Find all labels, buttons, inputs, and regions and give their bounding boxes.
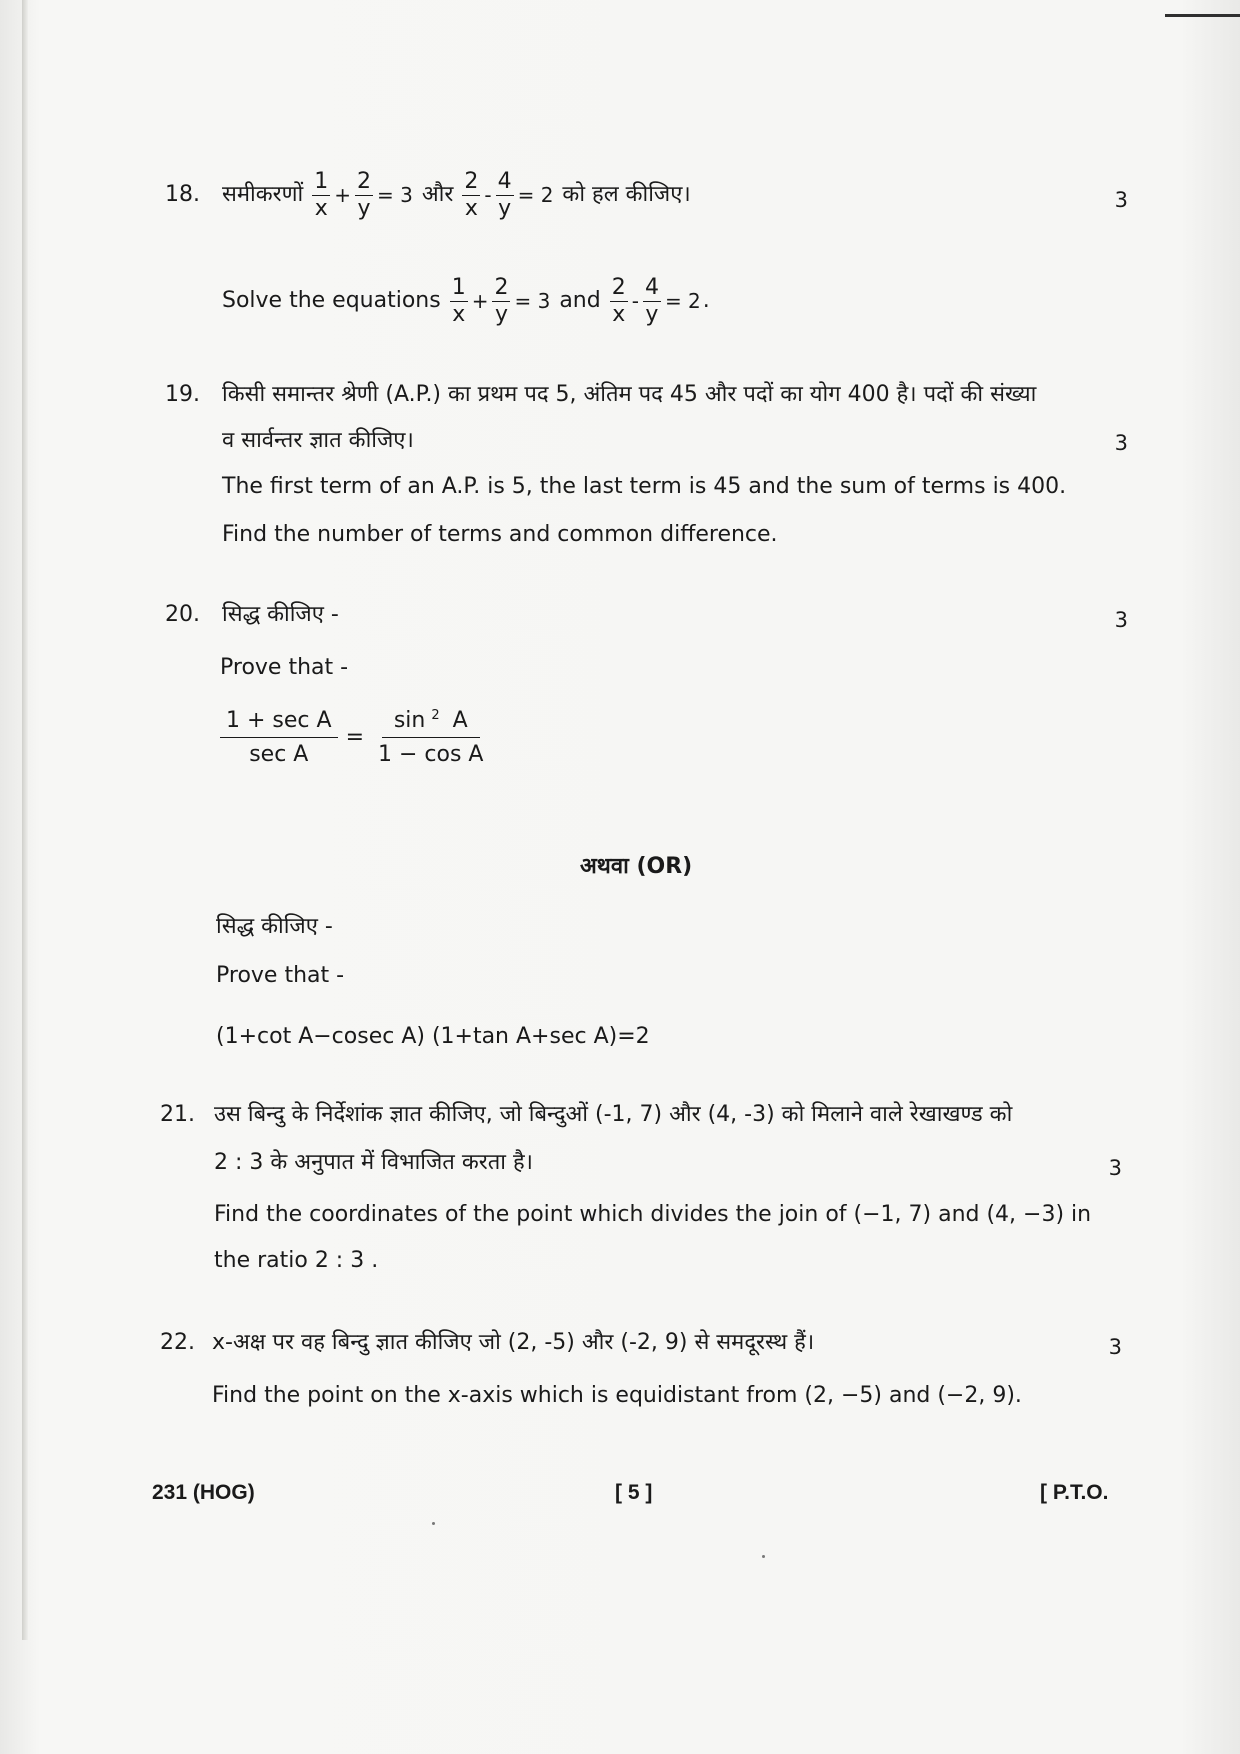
- q20-lhs-fraction: 1 + sec A sec A: [220, 708, 338, 767]
- paper-top-edge: [1165, 14, 1240, 17]
- q18-hi-frac-4-over-y: $\frac{4}{y}$: [497, 168, 512, 221]
- question-21-hindi-line-1: उस बिन्दु के निर्देशांक ज्ञात कीजिए, जो बिन्दुओं (-1, 7) और (4, -3) को मिलाने वाले रेखाखण्ड को: [214, 1102, 1013, 1127]
- question-19-english-line-2: Find the number of terms and common difference.: [222, 522, 778, 547]
- question-20-number: 20.: [165, 602, 200, 627]
- question-19-number: 19.: [165, 382, 200, 407]
- q18-en-frac-2-over-x: $\frac{2}{x}$: [611, 274, 626, 327]
- scan-speck: [762, 1555, 765, 1558]
- question-18-hindi: समीकरणों $\frac{1}{x}$ + $\frac{2}{y}$ = 3 और $\frac{2}{x}$ - $\frac{4}{y}$ = 2 को हल कीजिए।: [222, 168, 691, 221]
- q18-english-prefix: Solve the equations: [222, 288, 441, 313]
- question-21-marks: 3: [1108, 1156, 1122, 1180]
- question-20-alt-identity: (1+cot A−cosec A) (1+tan A+sec A)=2: [216, 1024, 650, 1049]
- question-18-marks: 3: [1114, 188, 1128, 212]
- question-21-english-line-2: the ratio 2 : 3 .: [214, 1248, 379, 1273]
- q18-en-frac-2-over-y: $\frac{2}{y}$: [494, 274, 509, 327]
- footer-paper-code: 231 (HOG): [152, 1481, 255, 1504]
- question-22-number: 22.: [160, 1330, 195, 1355]
- q18-en-frac-4-over-y: $\frac{4}{y}$: [644, 274, 659, 327]
- q20-rhs-fraction: $\frac{\sin ^2 A}{\text{1 − cos A}}$: [378, 708, 484, 768]
- q18-hindi-prefix: समीकरणों: [222, 182, 304, 207]
- question-22-marks: 3: [1108, 1335, 1122, 1359]
- question-20-english-prove: Prove that -: [220, 655, 349, 680]
- question-20-identity: 1 + sec A sec A = $\frac{\sin ^2 A}{\text{1 − cos A}}$: [220, 708, 489, 767]
- question-19-hindi-line-2: व सार्वन्तर ज्ञात कीजिए।: [222, 428, 414, 453]
- question-22-hindi-line-1: x-अक्ष पर वह बिन्दु ज्ञात कीजिए जो (2, -5) और (-2, 9) से समदूरस्थ हैं।: [212, 1330, 815, 1355]
- question-20-alt-english-prove: Prove that -: [216, 963, 345, 988]
- or-separator: अथवा (OR): [580, 854, 693, 879]
- question-21-english-line-1: Find the coordinates of the point which divides the join of (−1, 7) and (4, −3) in: [214, 1202, 1092, 1227]
- q18-hi-frac-1-over-x: $\frac{1}{x}$: [314, 168, 329, 221]
- question-20-hindi-prove: सिद्ध कीजिए -: [222, 602, 339, 627]
- question-20-marks: 3: [1114, 608, 1128, 632]
- question-21-number: 21.: [160, 1102, 195, 1127]
- footer-page-number: [ 5 ]: [615, 1481, 653, 1504]
- paper-left-edge: [22, 0, 28, 1640]
- q18-english-and: and: [559, 288, 601, 313]
- question-19-marks: 3: [1114, 431, 1128, 455]
- question-18-number: 18.: [165, 182, 200, 207]
- question-20-alt-hindi-prove: सिद्ध कीजिए -: [216, 914, 333, 939]
- question-19-english-line-1: The first term of an A.P. is 5, the last term is 45 and the sum of terms is 400.: [222, 474, 1067, 499]
- question-22-english-line-1: Find the point on the x-axis which is equidistant from (2, −5) and (−2, 9).: [212, 1383, 1022, 1408]
- q18-hi-frac-2-over-x: $\frac{2}{x}$: [464, 168, 479, 221]
- question-18-english: Solve the equations $\frac{1}{x}$ + $\frac{2}{y}$ = 3 and $\frac{2}{x}$ - $\frac{4}{y}$ = 2.: [222, 274, 710, 327]
- q18-hindi-suffix: को हल कीजिए।: [562, 182, 691, 207]
- q18-hi-frac-2-over-y: $\frac{2}{y}$: [357, 168, 371, 221]
- footer-pto: [ P.T.O.: [1040, 1481, 1109, 1504]
- scan-speck: [432, 1522, 435, 1525]
- q18-en-frac-1-over-x: $\frac{1}{x}$: [451, 274, 466, 327]
- q18-hindi-and: और: [421, 182, 454, 207]
- question-21-hindi-line-2: 2 : 3 के अनुपात में विभाजित करता है।: [214, 1150, 533, 1175]
- question-19-hindi-line-1: किसी समान्तर श्रेणी (A.P.) का प्रथम पद 5, अंतिम पद 45 और पदों का योग 400 है। पदों की संख्या: [222, 382, 1037, 407]
